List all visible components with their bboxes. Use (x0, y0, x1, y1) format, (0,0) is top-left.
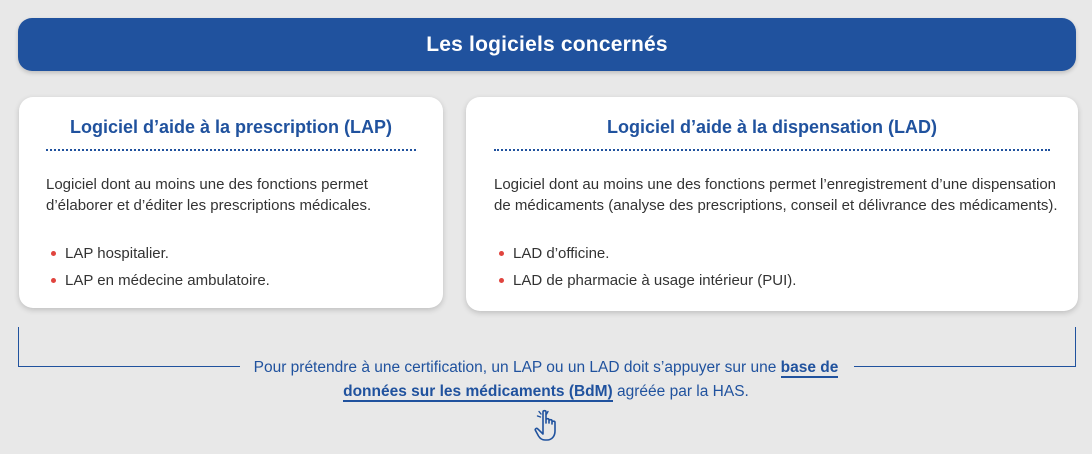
list-item (49, 270, 270, 291)
bracket-left-horizontal (18, 366, 240, 367)
lap-card-list (49, 243, 270, 297)
bullet-dot-icon (499, 251, 504, 256)
lap-card-divider (46, 149, 416, 151)
list-item (497, 270, 796, 291)
pointing-hand-icon[interactable] (533, 409, 565, 443)
list-item (49, 243, 270, 264)
bullet-dot-icon (499, 278, 504, 283)
lad-card-list (497, 243, 796, 297)
lad-card-description: Logiciel dont au moins une des fonctions permet l’enregistrement d’une dispensation de médicaments (analyse des prescriptions, conseil et délivrance des médicaments). (494, 176, 1058, 214)
list-item-label: LAP hospitalier. (65, 245, 169, 262)
bullet-dot-icon (51, 278, 56, 283)
lad-card-divider (494, 149, 1050, 151)
list-item-label: LAD de pharmacie à usage intérieur (PUI). (513, 272, 797, 289)
lad-card (466, 97, 1078, 311)
bullet-dot-icon (51, 251, 56, 256)
bracket-left-vertical (18, 327, 19, 367)
bracket-right-vertical (1075, 327, 1076, 367)
list-item-label: LAP en médecine ambulatoire. (65, 272, 270, 289)
section-title: Les logiciels concernés (426, 32, 668, 56)
lad-card-title: Logiciel d’aide à la dispensation (LAD) (606, 117, 938, 137)
list-item (497, 243, 796, 264)
lap-card-title: Logiciel d’aide à la prescription (LAP) (69, 117, 393, 137)
footer-text-before: Pour prétendre à une certification, un LAP ou un LAD doit s’appuyer sur une (253, 359, 781, 376)
section-header (18, 18, 1076, 71)
footer-note (246, 356, 846, 404)
bracket-right-horizontal (854, 366, 1076, 367)
lap-card-description: Logiciel dont au moins une des fonctions permet d’élaborer et d’éditer les prescriptions médicales. (46, 176, 372, 214)
list-item-label: LAD d’officine. (513, 245, 610, 262)
footer-text-after: agréée par la HAS. (612, 383, 749, 400)
bdm-link[interactable]: base de données sur les médicaments (BdM) (343, 359, 839, 400)
lap-card (19, 97, 443, 308)
